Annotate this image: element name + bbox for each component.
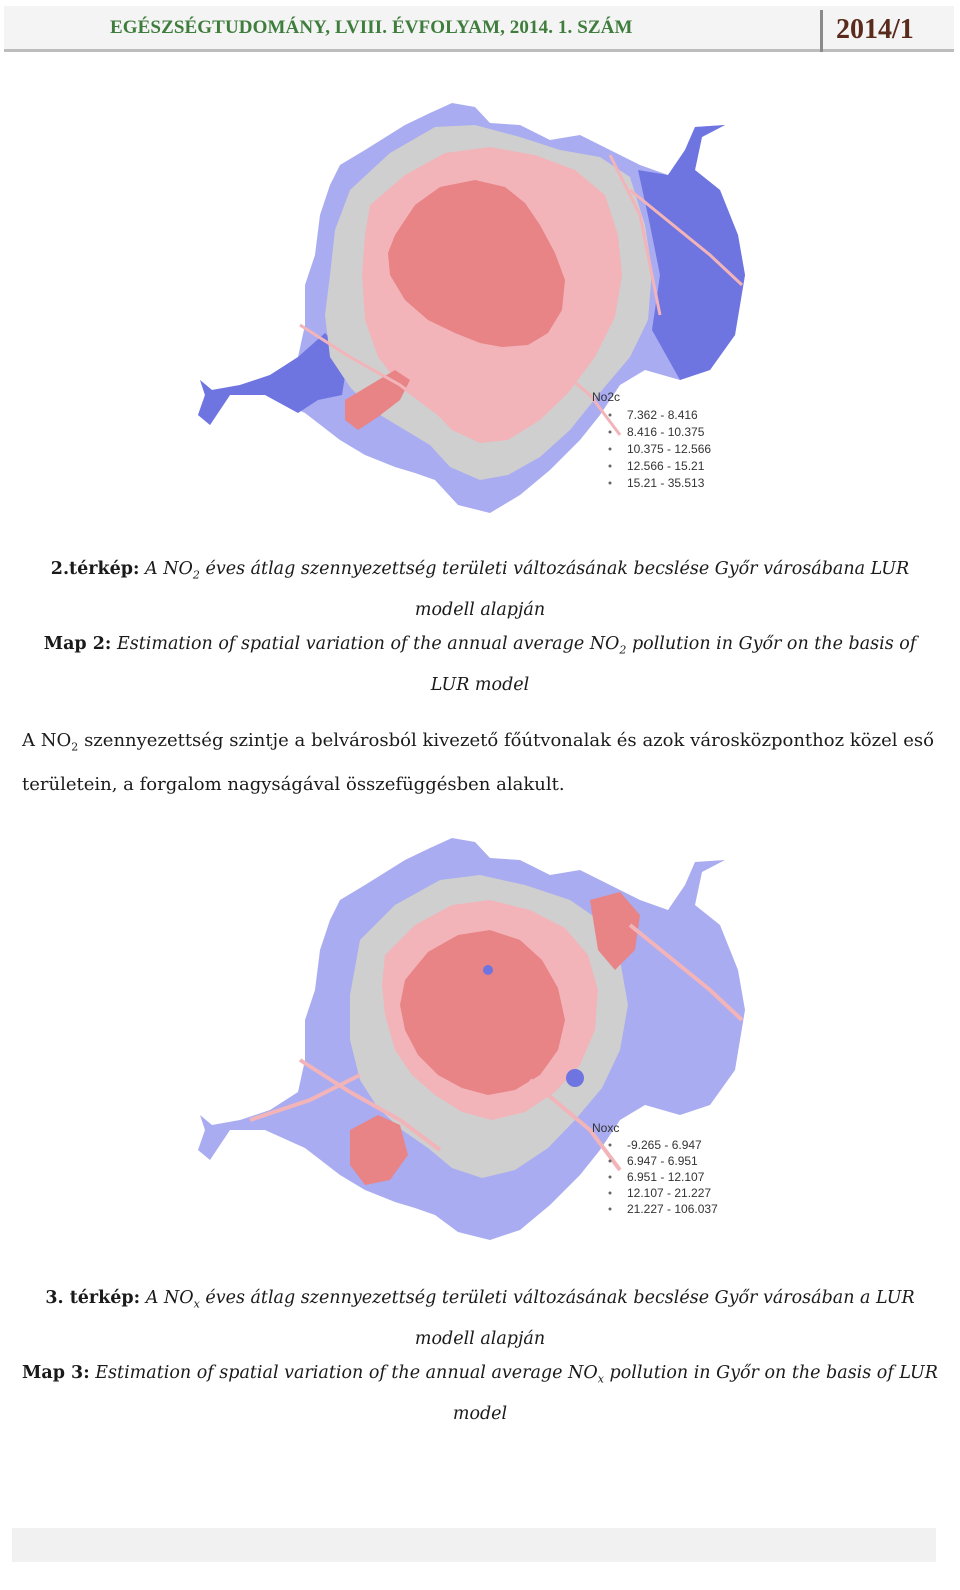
legend-item: 12.107 - 21.227 xyxy=(627,1186,712,1200)
legend-marker xyxy=(609,1208,612,1211)
caption-text: A NO xyxy=(145,1288,194,1308)
caption-subscript: 2 xyxy=(619,643,627,657)
legend-item: 6.947 - 6.951 xyxy=(627,1154,698,1168)
caption-subscript: x xyxy=(193,1297,200,1311)
legend-item: 15.21 - 35.513 xyxy=(627,476,705,490)
caption-text: Estimation of spatial variation of the annual average NO xyxy=(95,1363,598,1383)
caption-label: 2.térkép: xyxy=(50,559,140,579)
legend-item: 7.362 - 8.416 xyxy=(627,408,698,422)
legend-marker xyxy=(609,1176,612,1179)
legend-marker xyxy=(609,431,612,434)
map-no2-legend xyxy=(592,390,711,490)
caption-text: A NO xyxy=(145,559,193,579)
legend-item: 21.227 - 106.037 xyxy=(627,1202,718,1216)
legend-marker xyxy=(609,414,612,417)
legend-marker xyxy=(609,465,612,468)
body-paragraph xyxy=(22,722,934,803)
legend-item: 8.416 - 10.375 xyxy=(627,425,705,439)
legend-title: Noxc xyxy=(592,1121,620,1135)
map3-caption-en xyxy=(22,1356,938,1431)
map-nox-blue-patch xyxy=(483,965,493,975)
caption-label: Map 2: xyxy=(43,634,112,654)
caption-text: pollution in Győr on the basis of LUR model xyxy=(430,634,917,695)
caption-subscript: 2 xyxy=(192,568,200,582)
paragraph-text: szennyezettség szintje a belvárosból kivezető főútvonalak és azok városközponthoz közel eső területein, a forgalom nagyságával összefüggésben alakult. xyxy=(22,730,935,795)
legend-item: 6.951 - 12.107 xyxy=(627,1170,705,1184)
map-no2 xyxy=(190,95,770,520)
map2-caption-en xyxy=(22,627,938,702)
footer-bar xyxy=(12,1528,936,1562)
issue-number: 2014/1 xyxy=(836,14,914,45)
caption-text: pollution in Győr on the basis of LUR model xyxy=(452,1363,938,1424)
paragraph-subscript: 2 xyxy=(71,740,79,754)
caption-label: 3. térkép: xyxy=(45,1288,141,1308)
legend-title: No2c xyxy=(592,390,621,404)
caption-text: éves átlag szennyezettség területi változásának becslése Győr városában a LUR modell alapján xyxy=(199,1288,915,1349)
map3-caption-hu xyxy=(22,1281,938,1356)
legend-marker xyxy=(609,482,612,485)
legend-marker xyxy=(609,1144,612,1147)
legend-marker xyxy=(609,1160,612,1163)
map-nox-legend xyxy=(592,1121,718,1216)
legend-item: 10.375 - 12.566 xyxy=(627,442,712,456)
caption-label: Map 3: xyxy=(22,1363,90,1383)
map-nox-blue-patch xyxy=(566,1069,584,1087)
legend-marker xyxy=(609,448,612,451)
caption-subscript: x xyxy=(597,1372,604,1386)
caption-text: éves átlag szennyezettség területi változásának becslése Győr városábana LUR modell alapján xyxy=(199,559,910,620)
header-divider xyxy=(820,10,823,52)
legend-item: 12.566 - 15.21 xyxy=(627,459,705,473)
running-header xyxy=(4,6,954,52)
journal-title: EGÉSZSÉGTUDOMÁNY, LVIII. ÉVFOLYAM, 2014. 1. SZÁM xyxy=(110,17,633,38)
legend-item: -9.265 - 6.947 xyxy=(627,1138,702,1152)
paragraph-text: A NO xyxy=(22,730,72,751)
caption-text: Estimation of spatial variation of the annual average NO xyxy=(116,634,620,654)
map2-caption-hu xyxy=(22,552,938,627)
map-nox xyxy=(190,830,770,1250)
legend-marker xyxy=(609,1192,612,1195)
